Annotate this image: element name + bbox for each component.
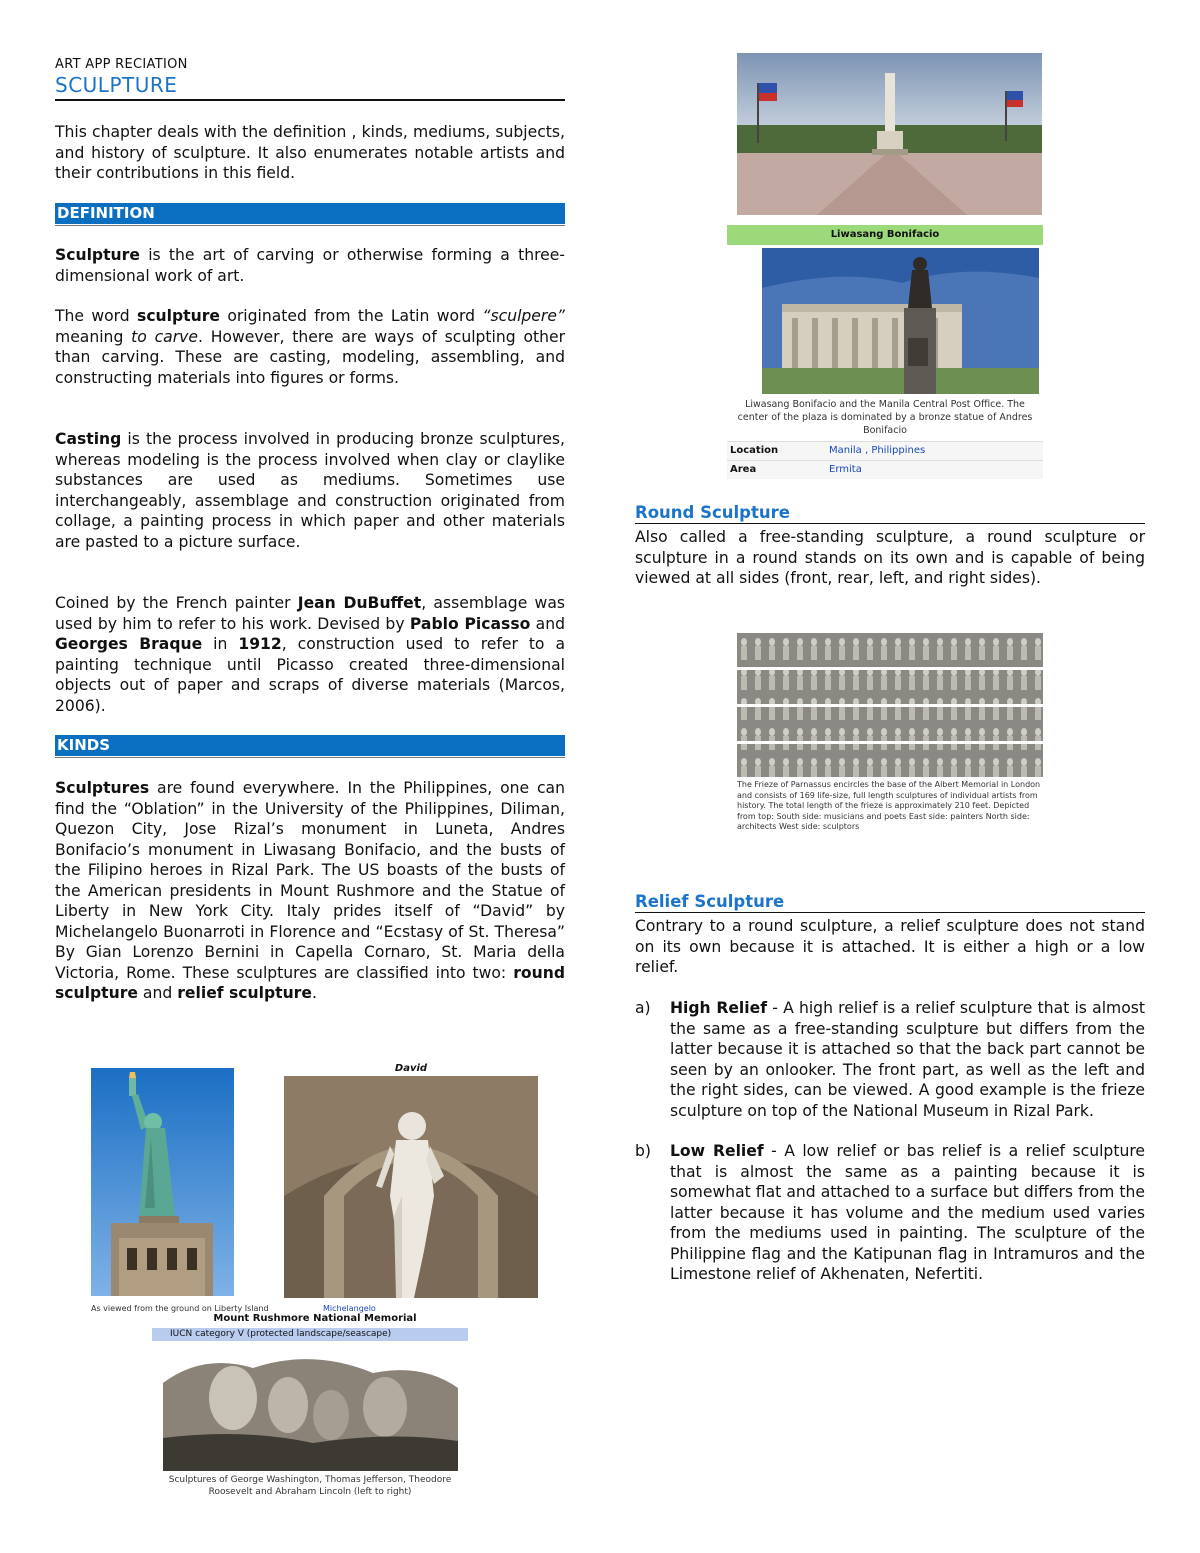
round-sculpture-heading: Round Sculpture xyxy=(635,503,1145,524)
definition-paragraph-1: Sculpture is the art of carving or otherwise forming a three-dimensional work of art. xyxy=(55,246,565,285)
page-title: SCULPTURE xyxy=(55,73,178,97)
term-casting: Casting xyxy=(55,430,122,448)
liwasang-bonifacio-illustration xyxy=(762,248,1039,394)
term-sculptures: Sculptures xyxy=(55,779,150,797)
liwasang-caption: Liwasang Bonifacio and the Manila Central Post Office. The center of the plaza is dominated by a bronze statue of Andres Bonifacio xyxy=(737,399,1033,436)
rushmore-caption: Sculptures of George Washington, Thomas Jefferson, Theodore Roosevelt and Abraham Lincoln (left to right) xyxy=(168,1475,452,1497)
frieze-caption: The Frieze of Parnassus encircles the base of the Albert Memorial in London and consists of 169 life-size, full length sculptures of individual artists from history. The total length of the frieze is approximately 210 feet. Depicted from top: South side: musicians and poets East side: painters North side: architects West side: sculptors xyxy=(737,780,1041,831)
latin-word: “sculpere” xyxy=(482,307,565,325)
relief-sculpture-paragraph: Contrary to a round sculpture, a relief sculpture does not stand on its own because it is attached. It is either a high or a low relief. xyxy=(635,917,1145,976)
statue-of-liberty-illustration xyxy=(91,1068,234,1296)
relief-types-list xyxy=(635,998,1145,1285)
term-round-sculpture: round sculpture xyxy=(55,963,565,1002)
rizal-monument-image xyxy=(737,53,1042,215)
definition-paragraph-2: The word sculpture originated from the Latin word “sculpere” meaning to carve. However, there are ways of sculpting other than carving. These are casting, modeling, assembling, and constructing materials into figures or forms. xyxy=(55,307,565,387)
relief-sculpture-heading: Relief Sculpture xyxy=(635,892,1145,913)
liberty-caption: As viewed from the ground on Liberty Island xyxy=(91,1304,269,1313)
definition-heading-rule xyxy=(55,225,565,226)
statue-of-liberty-image xyxy=(91,1068,234,1296)
david-illustration xyxy=(284,1076,538,1298)
round-sculpture-paragraph: Also called a free-standing sculpture, a round sculpture or sculpture in a round stands on its own and is capable of being viewed at all sides (front, rear, left, and right sides). xyxy=(635,528,1145,587)
definition-paragraph-3: Casting is the process involved in producing bronze sculptures, whereas modeling is the process involved when clay or claylike substances are used as mediums. Sometimes use interchangeably, assemblage and construction originated from collage, a painting process in which paper and other materials are pasted to a picture surface. xyxy=(55,430,565,551)
liwasang-row-location: Location Manila , Philippines xyxy=(727,441,1043,460)
liwasang-row-area: Area Ermita xyxy=(727,460,1043,479)
definition-paragraph-4: Coined by the French painter Jean DuBuffet, assemblage was used by him to refer to his work. Devised by Pablo Picasso and Georges Braque in 1912, construction used to refer to a painting technique until Picasso created three-dimensional objects out of paper and scraps of diverse materials (Marcos, 2006). xyxy=(55,594,565,715)
term-sculpture: Sculpture xyxy=(55,246,140,264)
list-item-low-relief: b) Low Relief - A low relief or bas relief is a relief sculpture that is almost the same as a painting because it is somewhat flat and attached to a surface but differs from the latter because it has volume and the medium used varies from the mediums used in painting. The sculpture of the Philippine flag and the Katipunan flag in Intramuros and the Limestone relief of Akhenaten, Nefertiti. xyxy=(635,1142,1145,1283)
term-sculpture-word: sculpture xyxy=(137,307,220,325)
liwasang-title: Liwasang Bonifacio xyxy=(727,225,1043,245)
kinds-heading: KINDS xyxy=(55,735,565,756)
mount-rushmore-image xyxy=(163,1343,458,1471)
frieze-illustration xyxy=(737,633,1043,777)
david-title: David xyxy=(394,1063,428,1074)
david-image xyxy=(284,1063,538,1298)
rushmore-title: Mount Rushmore National Memorial xyxy=(213,1313,417,1324)
kinds-paragraph: Sculptures are found everywhere. In the Philippines, one can find the “Oblation” in the University of the Philippines, Diliman, Quezon City, Jose Rizal’s monument in Luneta, Andres Bonifacio’s monument in Liwasang Bonifacio, and the busts of the Filipino heroes in Rizal Park. The US boasts of the busts of the American presidents in Mount Rushmore and the Statue of Liberty in New York City. Italy prides itself of “David” by Michelangelo Buonarroti in Florence and “Ecstasy of St. Theresa” By Gian Lorenzo Bernini in Capella Cornaro, St. Maria della Victoria, Rome. These sculptures are classified into two: round sculpture and relief sculpture. xyxy=(55,779,565,1002)
david-caption: Michelangelo xyxy=(323,1304,376,1313)
kinds-heading-rule xyxy=(55,757,565,758)
definition-heading: DEFINITION xyxy=(55,203,565,224)
rushmore-category: IUCN category V (protected landscape/seascape) xyxy=(152,1328,468,1341)
title-divider xyxy=(55,99,565,101)
course-label: ART APP RECIATION xyxy=(55,57,188,72)
term-relief-sculpture: relief sculpture xyxy=(177,984,312,1002)
rizal-monument-illustration xyxy=(737,53,1042,215)
meaning-word: to carve xyxy=(131,327,198,346)
frieze-image xyxy=(737,633,1043,777)
list-item-high-relief: a) High Relief - A high relief is a relief sculpture that is almost the same as a free-standing sculpture but differs from the latter because it is attached so that the back part cannot be seen by an onlooker. The front part, as well as the left and the right sides, can be viewed. A good example is the frieze sculpture on top of the National Museum in Rizal Park. xyxy=(635,999,1145,1120)
intro-paragraph: This chapter deals with the definition , kinds, mediums, subjects, and history of sculpture. It also enumerates notable artists and their contributions in this field. xyxy=(55,123,565,182)
liwasang-bonifacio-image xyxy=(762,248,1039,394)
mount-rushmore-illustration xyxy=(163,1343,458,1471)
